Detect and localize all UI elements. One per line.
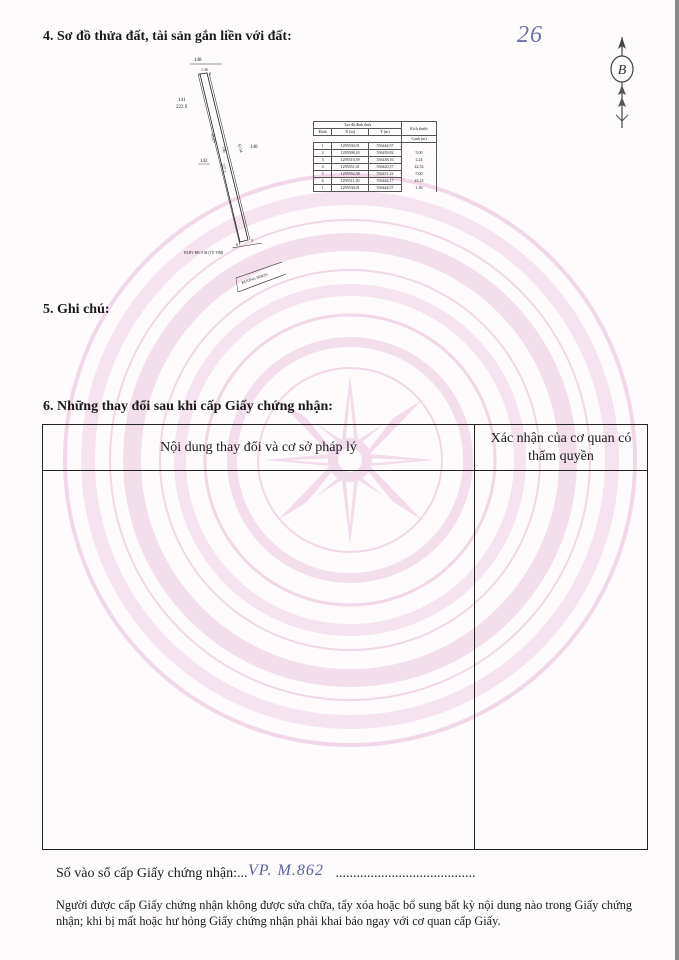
coord-col-point: Đỉnh	[314, 129, 332, 136]
north-arrow-emblem-icon	[605, 35, 639, 130]
footnote-notice: Người được cấp Giấy chứng nhận không được sửa chữa, tẩy xóa hoặc bổ sung bất kỳ nội dung nào trong Giấy chứng nhận; khi bị mất hoặc hư hỏng Giấy chứng nhận phải khai báo ngay với cơ quan cấp Giấy.	[56, 898, 633, 928]
registry-line: Số vào sổ cấp Giấy chứng nhận:... ........................................	[56, 866, 476, 881]
sketch-corner-1: 1	[198, 72, 200, 77]
registry-label: Số vào sổ cấp Giấy chứng nhận:	[56, 866, 237, 881]
sketch-width-top: 1.36	[201, 67, 208, 72]
changes-col-confirm-header	[475, 425, 647, 471]
sketch-label-right: 140	[250, 145, 258, 150]
page-edge-shadow	[675, 0, 679, 960]
changes-col-content-label: Nội dung thay đổi và cơ sở pháp lý	[160, 439, 357, 455]
sketch-corner-3: 3	[251, 238, 253, 243]
section-5-title: 5. Ghi chú:	[43, 302, 110, 317]
parcel-sketch	[170, 52, 310, 297]
svg-text:B: B	[617, 63, 627, 78]
registry-number-handwritten: VP. M.862	[248, 862, 324, 879]
sketch-parcel-number: 146	[221, 146, 228, 154]
section-4-title: 4. Sơ đồ thửa đất, tài sản gắn liền với đất:	[43, 29, 292, 44]
changes-column-divider	[474, 471, 475, 849]
coord-header-size: Kích thước	[402, 122, 437, 136]
sketch-side-b: 42.54	[237, 143, 245, 153]
coordinate-table	[313, 121, 437, 192]
sketch-label-top: 148	[194, 58, 202, 63]
table-row: 4 1295551,01 556420,57 42.54	[314, 164, 437, 171]
table-row: 2 1295508,43 556439,82 5.00	[314, 150, 437, 157]
coord-col-dist: Cạnh (m)	[402, 136, 437, 143]
coord-header-group: Tọa độ đỉnh thửa	[314, 122, 402, 129]
sketch-corner-6: 6	[236, 242, 238, 247]
page-number: 26	[517, 22, 543, 48]
table-row: 6 1295511,30 556444,17 43.23	[314, 178, 437, 185]
sketch-area: 227.1	[221, 163, 229, 173]
coord-col-y: Y (m)	[368, 129, 401, 136]
coord-col-x: X (m)	[332, 129, 369, 136]
changes-col-content-header	[43, 425, 475, 471]
sketch-label-mid-left: 142	[200, 159, 208, 164]
section-6-title: 6. Những thay đổi sau khi cấp Giấy chứng nhận:	[43, 399, 333, 414]
table-row: 5 1295552,38 556431,22 5.00	[314, 171, 437, 178]
sketch-side-a: 43.23	[210, 133, 218, 143]
sketch-label-left-area: 222.9	[176, 105, 188, 110]
table-row: 1 1295530,01 556444,57	[314, 143, 437, 150]
sketch-road-name: ĐƯỜNG NHỰA	[240, 271, 269, 285]
changes-table	[42, 424, 648, 850]
sketch-road-note: HLBV ĐB: 9 M (TỪ TIM)	[184, 251, 224, 255]
table-row: 1 1295530,01 556444,57 1.36	[314, 185, 437, 192]
sketch-label-left-num: 141	[178, 98, 186, 103]
changes-col-confirm-label: Xác nhận của cơ quan có thẩm quyền	[490, 430, 632, 464]
table-row: 3 1295510,59 556438,16 2.24	[314, 157, 437, 164]
sketch-corner-2: 2	[209, 71, 211, 76]
